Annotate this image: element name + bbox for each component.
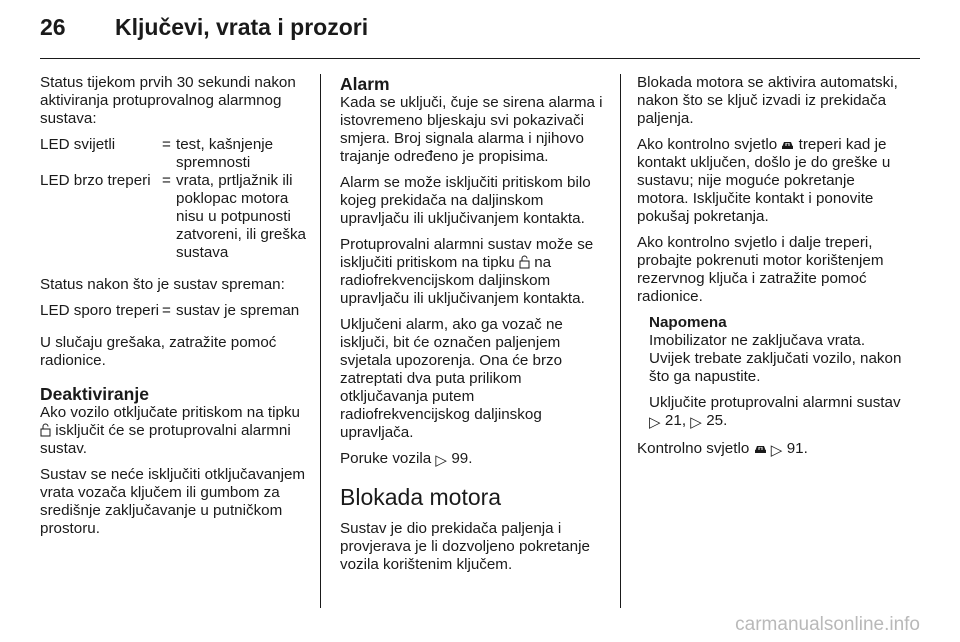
status-intro: Status tijekom prvih 30 sekundi nakon aktiviranja protuprovalnog alarmnog sustava: bbox=[40, 74, 296, 127]
page-ref-arrow-icon: ▷ bbox=[435, 452, 448, 469]
page-header bbox=[40, 14, 368, 41]
column-3 bbox=[637, 74, 903, 468]
immobilizer-paragraph bbox=[637, 136, 903, 226]
immobilizer-paragraph: Ako kontrolno svjetlo i dalje treperi, probajte pokrenuti motor korištenjem rezervnog ključa i zatražite pomoć radionice. bbox=[637, 234, 884, 305]
page-reference[interactable]: 99. bbox=[451, 450, 473, 467]
note-box bbox=[649, 314, 903, 432]
immobilizer-paragraph: Sustav je dio prekidača paljenja i provjerava je li dozvoljeno pokretanje vozila korištenim ključem. bbox=[340, 520, 590, 573]
equals-sign: = bbox=[162, 172, 171, 189]
status-list-2 bbox=[40, 302, 308, 320]
status-row bbox=[40, 302, 308, 320]
unlock-icon bbox=[40, 423, 51, 437]
equals-sign: = bbox=[162, 136, 171, 153]
alarm-paragraph: Kada se uključi, čuje se sirena alarma i istovremeno bljeskaju svi pokazivači smjera. Broj signala alarma i njihovo trajanje određeno je propisima. bbox=[340, 94, 603, 165]
column-1 bbox=[40, 74, 308, 546]
note-text: Uključite protuprovalni alarmni sustav bbox=[649, 394, 901, 411]
alarm-text: Protuprovalni alarmni sustav može se isključiti pritiskom na tipku bbox=[340, 236, 594, 271]
note-paragraph: Imobilizator ne zaključava vrata. Uvijek trebate zaključati vozilo, nakon što ga napustite. bbox=[649, 332, 902, 385]
status-list-1 bbox=[40, 136, 308, 262]
immobilizer-icon bbox=[754, 443, 767, 455]
status-row bbox=[40, 136, 308, 172]
immobilizer-text: treperi kad je kontakt uključen, došlo je do greške u sustavu; nije moguće pokretanje motora. Isključite kontakt i ponovite pokušaj pokretanja. bbox=[637, 136, 891, 225]
status-after-heading: Status nakon što je sustav spreman: bbox=[40, 276, 285, 293]
status-definition: test, kašnjenje spremnosti bbox=[176, 136, 274, 171]
deactivation-text: Ako vozilo otključate pritiskom na tipku bbox=[40, 404, 300, 421]
page-ref-arrow-icon: ▷ bbox=[770, 442, 783, 459]
status-term: LED sporo treperi bbox=[40, 302, 160, 319]
column-divider bbox=[320, 74, 321, 608]
alarm-paragraph bbox=[340, 236, 605, 308]
note-title: Napomena bbox=[649, 314, 727, 331]
unlock-icon bbox=[519, 255, 530, 269]
alarm-paragraph: Uključeni alarm, ako ga vozač ne isključi, bit će označen paljenjem svjetala upozorenja. Ona će brzo zatreptati dva puta prilikom otključavanja putem radiofrekvencijskog daljinskog upravljača. bbox=[340, 316, 563, 441]
immobilizer-heading: Blokada motora bbox=[340, 484, 502, 510]
page-ref-arrow-icon: ▷ bbox=[649, 414, 661, 431]
page-ref-arrow-icon: ▷ bbox=[690, 414, 702, 431]
column-divider bbox=[620, 74, 621, 608]
status-definition: sustav je spreman bbox=[176, 302, 300, 319]
page-number: 26 bbox=[40, 14, 66, 40]
alarm-heading: Alarm bbox=[340, 74, 390, 94]
watermark: carmanualsonline.info bbox=[735, 614, 920, 635]
note-paragraph bbox=[649, 394, 903, 432]
immobilizer-text: Ako kontrolno svjetlo bbox=[637, 136, 778, 153]
deactivation-note: Sustav se neće isključiti otključavanjem vrata vozača ključem ili gumbom za središnje zaključavanje u putničkom prostoru. bbox=[40, 466, 306, 537]
header-rule bbox=[40, 58, 920, 59]
page-reference[interactable]: 25. bbox=[706, 412, 728, 429]
status-term: LED svijetli bbox=[40, 136, 116, 153]
status-definition: vrata, prtljažnik ili poklopac motora nisu u potpunosti zatvoreni, ili greška sustava bbox=[176, 172, 306, 261]
alarm-text: na radiofrekvencijskom daljinskom upravljaču ili uključivanjem kontakta. bbox=[340, 254, 585, 307]
fault-text: U slučaju grešaka, zatražite pomoć radionice. bbox=[40, 334, 277, 369]
deactivation-text: isključit će se protuprovalni alarmni sustav. bbox=[40, 422, 291, 457]
control-light-ref bbox=[637, 440, 903, 460]
status-term: LED brzo treperi bbox=[40, 172, 151, 189]
page-reference[interactable]: 91. bbox=[786, 440, 808, 457]
reference-label: Kontrolno svjetlo bbox=[637, 440, 750, 457]
reference-label: Poruke vozila bbox=[340, 450, 432, 467]
deactivation-heading: Deaktiviranje bbox=[40, 384, 149, 404]
chapter-title: Ključevi, vrata i prozori bbox=[115, 14, 369, 40]
deactivation-paragraph bbox=[40, 404, 308, 458]
page-reference[interactable]: 21, bbox=[664, 412, 687, 429]
column-2 bbox=[340, 74, 605, 582]
immobilizer-icon bbox=[781, 139, 794, 151]
vehicle-messages-ref bbox=[340, 450, 605, 470]
status-row bbox=[40, 172, 308, 262]
alarm-paragraph: Alarm se može isključiti pritiskom bilo kojeg prekidača na daljinskom upravljaču ili uključivanjem kontakta. bbox=[340, 174, 591, 227]
immobilizer-paragraph: Blokada motora se aktivira automatski, nakon što se ključ izvadi iz prekidača paljenja. bbox=[637, 74, 898, 127]
equals-sign: = bbox=[162, 302, 171, 319]
